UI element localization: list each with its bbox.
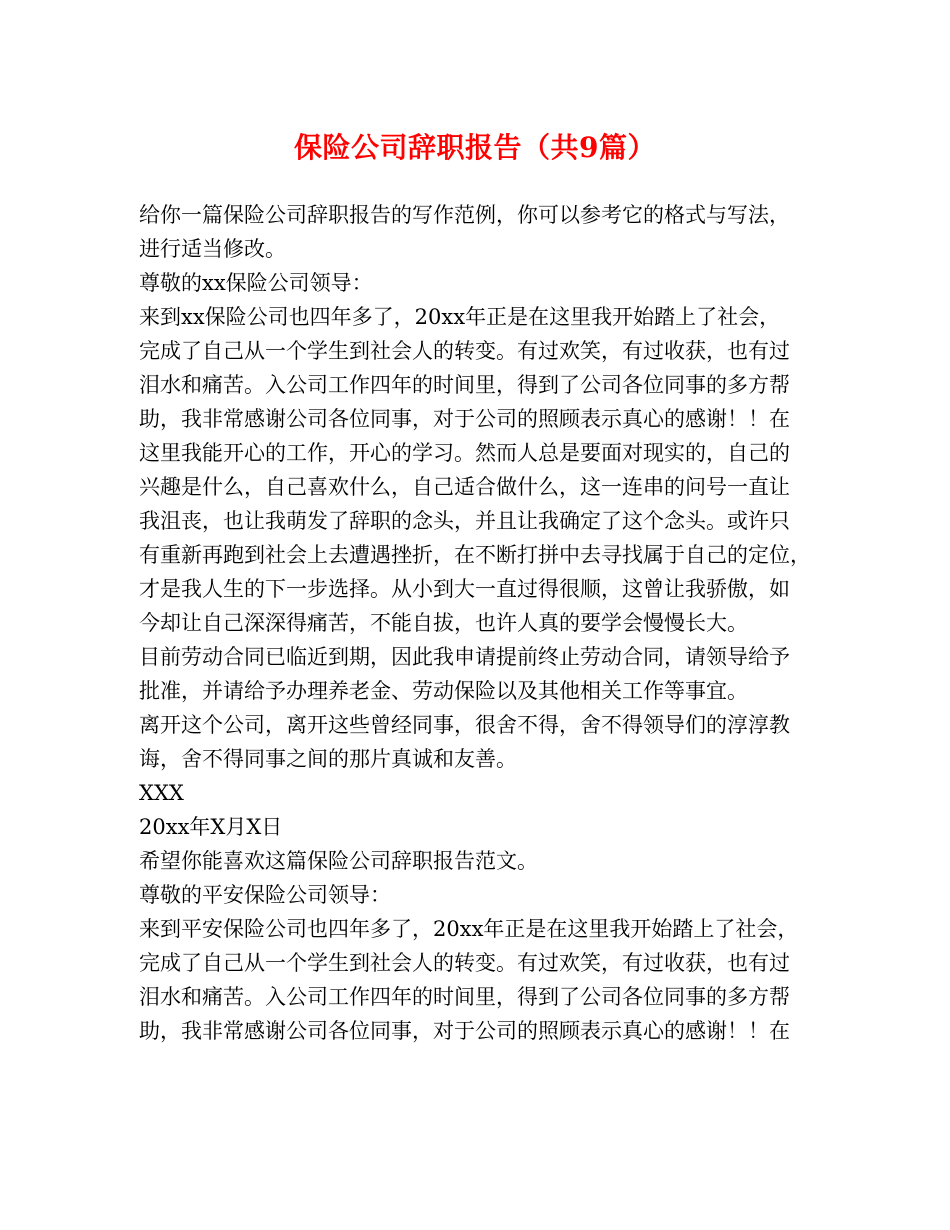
body-line: 来到xx保险公司也四年多了，20xx年正是在这里我开始踏上了社会， — [139, 305, 781, 329]
body-line: 助，我非常感谢公司各位同事，对于公司的照顾表示真心的感谢！！在 — [139, 1019, 790, 1043]
body-line: 我沮丧，也让我萌发了辞职的念头，并且让我确定了这个念头。或许只 — [139, 509, 790, 533]
body-line: 离开这个公司，离开这些曾经同事，很舍不得，舍不得领导们的淳淳教 — [139, 713, 790, 737]
body-line: 兴趣是什么，自己喜欢什么，自己适合做什么，这一连串的问号一直让 — [139, 475, 790, 499]
body-line: 泪水和痛苦。入公司工作四年的时间里，得到了公司各位同事的多方帮 — [139, 985, 790, 1009]
body-line: 尊敬的xx保险公司领导： — [139, 271, 373, 295]
signature-name: XXX — [139, 781, 184, 805]
body-line: 希望你能喜欢这篇保险公司辞职报告范文。 — [139, 849, 538, 873]
body-line: 泪水和痛苦。入公司工作四年的时间里，得到了公司各位同事的多方帮 — [139, 373, 790, 397]
body-line: 批准，并请给予办理养老金、劳动保险以及其他相关工作等事宜。 — [139, 679, 748, 703]
body-line: 来到平安保险公司也四年多了，20xx年正是在这里我开始踏上了社会， — [139, 917, 799, 941]
document-body — [139, 198, 829, 1048]
document-title: 保险公司辞职报告（共9篇） — [294, 131, 656, 164]
body-line: 完成了自己从一个学生到社会人的转变。有过欢笑，有过收获，也有过 — [139, 339, 790, 363]
body-line: 这里我能开心的工作，开心的学习。然而人总是要面对现实的，自己的 — [139, 441, 790, 465]
body-line: 给你一篇保险公司辞职报告的写作范例，你可以参考它的格式与写法， — [139, 203, 790, 227]
body-line: 完成了自己从一个学生到社会人的转变。有过欢笑，有过收获，也有过 — [139, 951, 790, 975]
signature-date: 20xx年X月X日 — [139, 815, 283, 839]
body-line: 才是我人生的下一步选择。从小到大一直过得很顺，这曾让我骄傲，如 — [139, 577, 790, 601]
body-line: 进行适当修改。 — [139, 237, 286, 261]
body-line: 有重新再跑到社会上去遭遇挫折，在不断打拼中去寻找属于自己的定位， — [139, 543, 811, 567]
body-line: 今却让自己深深得痛苦，不能自拔，也许人真的要学会慢慢长大。 — [139, 611, 748, 635]
body-line: 诲，舍不得同事之间的那片真诚和友善。 — [139, 747, 517, 771]
body-line: 尊敬的平安保险公司领导： — [139, 883, 391, 907]
body-line: 助，我非常感谢公司各位同事，对于公司的照顾表示真心的感谢！！在 — [139, 407, 790, 431]
body-line: 目前劳动合同已临近到期，因此我申请提前终止劳动合同，请领导给予 — [139, 645, 790, 669]
